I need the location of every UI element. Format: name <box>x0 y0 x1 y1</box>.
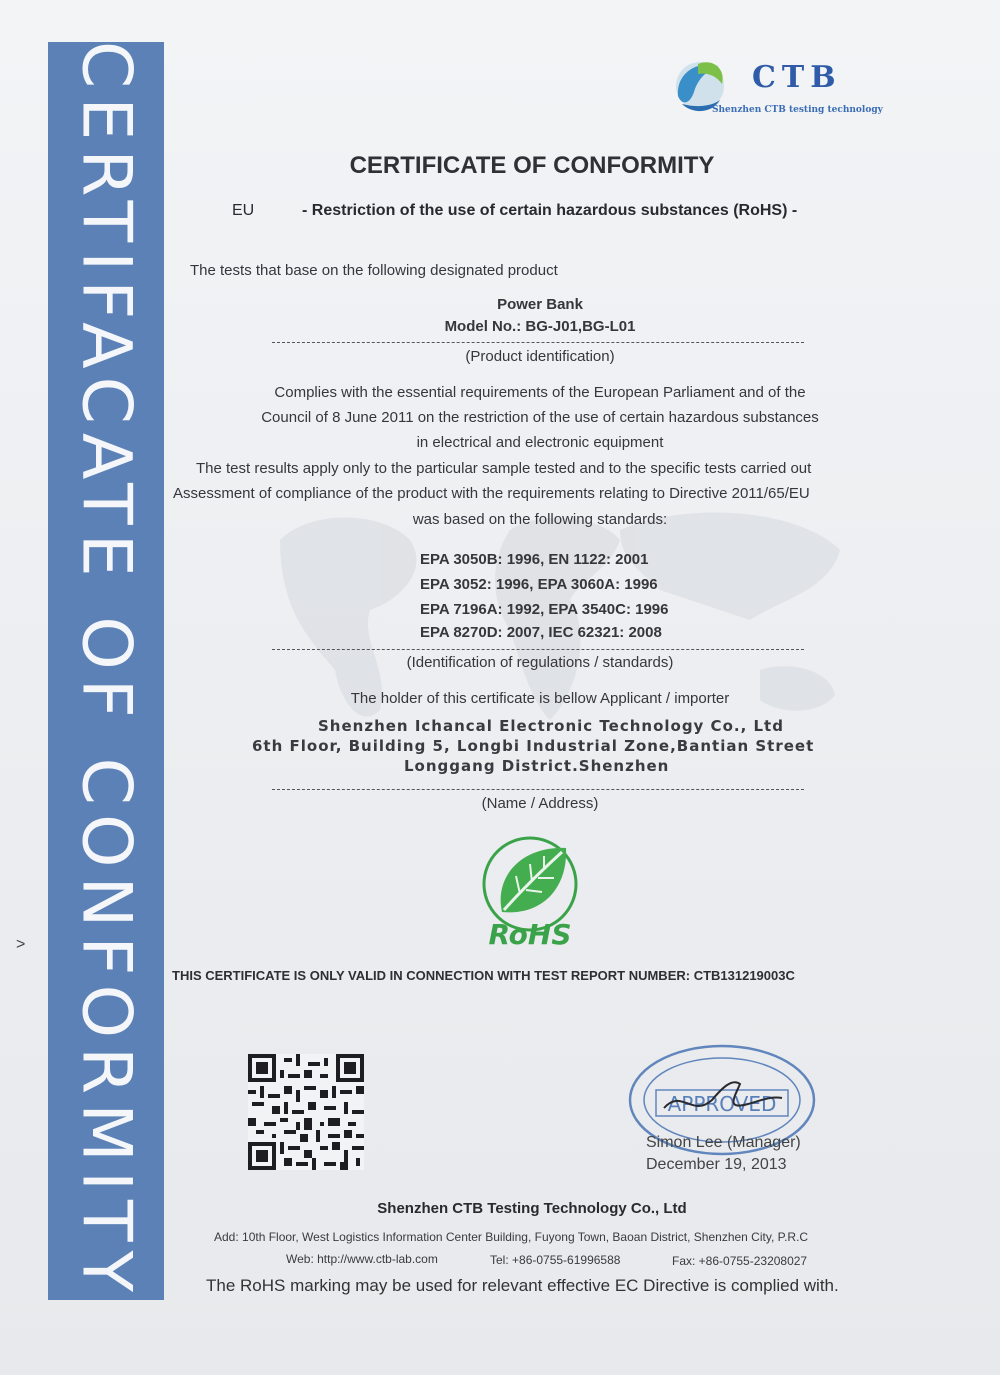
issuer-name: Shenzhen CTB Testing Technology Co., Ltd <box>377 1200 687 1217</box>
applicant-address: 6th Floor, Building 5, Longbi Industrial Zone,Bantian Street <box>252 737 815 755</box>
rohs-logo-text: RoHS <box>488 918 572 950</box>
qr-code-icon <box>248 1054 364 1170</box>
certificate-subtitle: - Restriction of the use of certain hazardous substances (RoHS) - <box>302 202 798 219</box>
rohs-leaf-icon <box>470 832 590 950</box>
issuer-fax: Fax: +86-0755-23208027 <box>672 1254 808 1268</box>
standard-item: EPA 8270D: 2007, IEC 62321: 2008 <box>420 624 662 641</box>
signer-name: Simon Lee (Manager) <box>646 1134 801 1151</box>
holder-intro: The holder of this certificate is bellow Applicant / importer <box>350 690 730 707</box>
standards-caption: (Identification of regulations / standards) <box>406 654 674 671</box>
certificate-title: CERTIFICATE OF CONFORMITY <box>349 152 715 179</box>
compliance-line: in electrical and electronic equipment <box>416 434 664 451</box>
standard-item: EPA 7196A: 1992, EPA 3540C: 1996 <box>420 601 669 618</box>
divider <box>272 649 804 650</box>
compliance-line: The test results apply only to the particular sample tested and to the specific tests carried out <box>196 460 812 477</box>
stamp-center-text: APPROVED <box>667 1092 777 1116</box>
issuer-web: Web: http://www.ctb-lab.com <box>286 1252 438 1266</box>
logo-wordmark: CTB <box>752 60 842 95</box>
divider <box>272 789 804 790</box>
validity-notice: THIS CERTIFICATE IS ONLY VALID IN CONNECTION WITH TEST REPORT NUMBER: CTB131219003C <box>172 968 795 983</box>
issuer-tel: Tel: +86-0755-61996588 <box>490 1253 621 1267</box>
compliance-line: Assessment of compliance of the product with the requirements relating to Directive 2011/65/EU <box>173 485 810 502</box>
rohs-marking-note: The RoHS marking may be used for relevant effective EC Directive is complied with. <box>206 1276 839 1295</box>
product-caption: (Product identification) <box>465 348 615 365</box>
compliance-line: Council of 8 June 2011 on the restriction of the use of certain hazardous substances <box>261 409 819 426</box>
standard-item: EPA 3052: 1996, EPA 3060A: 1996 <box>420 576 658 593</box>
product-name: Power Bank <box>497 296 583 313</box>
holder-caption: (Name / Address) <box>481 795 599 812</box>
logo-tagline: Shenzhen CTB testing technology <box>712 105 883 115</box>
region-label: EU <box>232 202 255 219</box>
standard-item: EPA 3050B: 1996, EN 1122: 2001 <box>420 551 649 568</box>
margin-mark: ˃ <box>16 936 26 953</box>
signature-date: December 19, 2013 <box>646 1156 787 1173</box>
product-model: Model No.: BG-J01,BG-L01 <box>444 318 636 335</box>
compliance-line: was based on the following standards: <box>412 511 668 528</box>
issuer-address: Add: 10th Floor, West Logistics Information Center Building, Fuyong Town, Baoan District, Shenzhen City, P.R.C <box>214 1230 809 1244</box>
divider <box>272 342 804 343</box>
product-intro: The tests that base on the following designated product <box>190 262 558 279</box>
compliance-line: Complies with the essential requirements of the European Parliament and of the <box>274 384 806 401</box>
vertical-title-text: CERTIFACATE OF CONFORMITY <box>66 40 146 1302</box>
applicant-address: Longgang District.Shenzhen <box>404 757 670 775</box>
applicant-company: Shenzhen Ichancal Electronic Technology Co., Ltd <box>318 717 784 735</box>
